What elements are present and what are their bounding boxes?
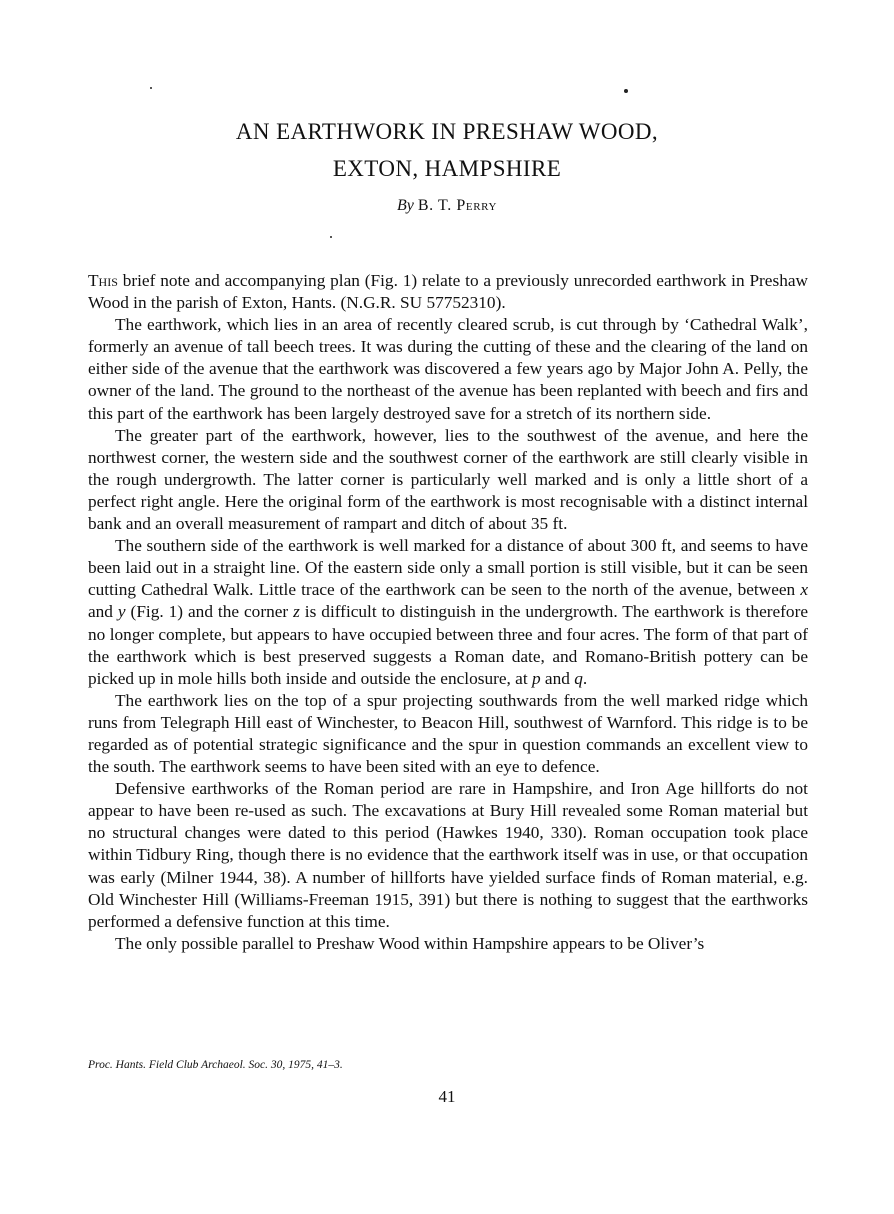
print-speck (150, 87, 152, 89)
paragraph-text: The southern side of the earthwork is well marked for a distance of about 300 ft, and seems to have been laid out in a straight line. Of the eastern side only a small portion is still visible, but it can be seen cutting Cathedral Walk. Little trace of the earthwork can be seen to the north of the avenue, between (88, 536, 808, 600)
article-title-line-1: AN EARTHWORK IN PRESHAW WOOD, (235, 119, 659, 144)
page-number: 41 (438, 1087, 456, 1106)
print-speck (624, 89, 628, 93)
paragraph-lead-word: This (88, 271, 118, 290)
plan-label-p: p (531, 668, 541, 688)
paragraph-text: (Fig. 1) and the corner (125, 602, 294, 622)
journal-citation: Proc. Hants. Field Club Archaeol. Soc. 30, 1975, 41–3. (88, 1059, 343, 1071)
author-name: B. T. Perry (417, 197, 498, 214)
paragraph-text: and (540, 668, 575, 688)
paragraph: The only possible parallel to Preshaw Wood within Hampshire appears to be Oliver’s (115, 933, 705, 953)
paragraph: The earthwork lies on the top of a spur projecting southwards from the well marked ridge which runs from Telegraph Hill east of Winchester, to Beacon Hill, southwest of Warnford. This ridge is to be regarded as of potential strategic significance and the spur in question commands an excellent view to the south. The earthwork seems to have been sited with an eye to defence. (88, 690, 808, 777)
paragraph-text: and (88, 602, 118, 622)
article-title-line-2: EXTON, HAMPSHIRE (332, 156, 562, 181)
byline-prefix: By (396, 197, 414, 214)
paragraph-text: brief note and accompanying plan (Fig. 1) relate to a previously unrecorded earthwork in Preshaw Wood in the parish of Exton, Hants. (N.G.R. SU 57752310). (88, 271, 808, 313)
paragraph: The earthwork, which lies in an area of recently cleared scrub, is cut through by ‘Cathedral Walk’, formerly an avenue of tall beech trees. It was during the cutting of these and the clearing of the land on either side of the avenue that the earthwork was discovered a few years ago by Major John A. Pelly, the owner of the land. The ground to the northeast of the avenue has been replanted with beech and firs and this part of the earthwork has been largely destroyed save for a stretch of its northern side. (88, 315, 808, 423)
plan-label-q: q (574, 668, 583, 688)
paragraph-text: is difficult to distinguish in the undergrowth. The earthwork is therefore no longer complete, but appears to have occupied between three and four acres. The form of that part of the earthwork which is best preserved suggests a Roman date, and Romano-British pottery can be picked up in mole hills both inside and outside the enclosure, at (88, 602, 808, 688)
article-body (88, 270, 808, 955)
plan-label-z: z (293, 602, 300, 622)
plan-label-x: x (800, 580, 808, 600)
author-byline (0, 197, 894, 215)
paragraph: The greater part of the earthwork, however, lies to the southwest of the avenue, and here the northwest corner, the western side and the southwest corner of the earthwork are still clearly visible in the rough undergrowth. The latter corner is particularly well marked and is only a little short of a perfect right angle. Here the original form of the earthwork is most recognisable with a distinct internal bank and an overall measurement of rampart and ditch of about 35 ft. (88, 425, 808, 534)
print-speck (330, 236, 332, 238)
paragraph (88, 270, 808, 314)
plan-label-y: y (117, 602, 126, 622)
paragraph (88, 535, 808, 690)
paragraph: Defensive earthworks of the Roman period are rare in Hampshire, and Iron Age hillforts do not appear to have been re-used as such. The excavations at Bury Hill revealed some Roman material but no structural changes were dated to this period (Hawkes 1940, 330). Roman occupation took place within Tidbury Ring, though there is no evidence that the earthwork itself was in use, or that occupation was early (Milner 1944, 38). A number of hillforts have yielded surface finds of Roman material, e.g. Old Winchester Hill (Williams-Freeman 1915, 391) but there is nothing to suggest that the earthworks performed a defensive function at this time. (88, 779, 808, 931)
paragraph-text: . (582, 668, 588, 688)
